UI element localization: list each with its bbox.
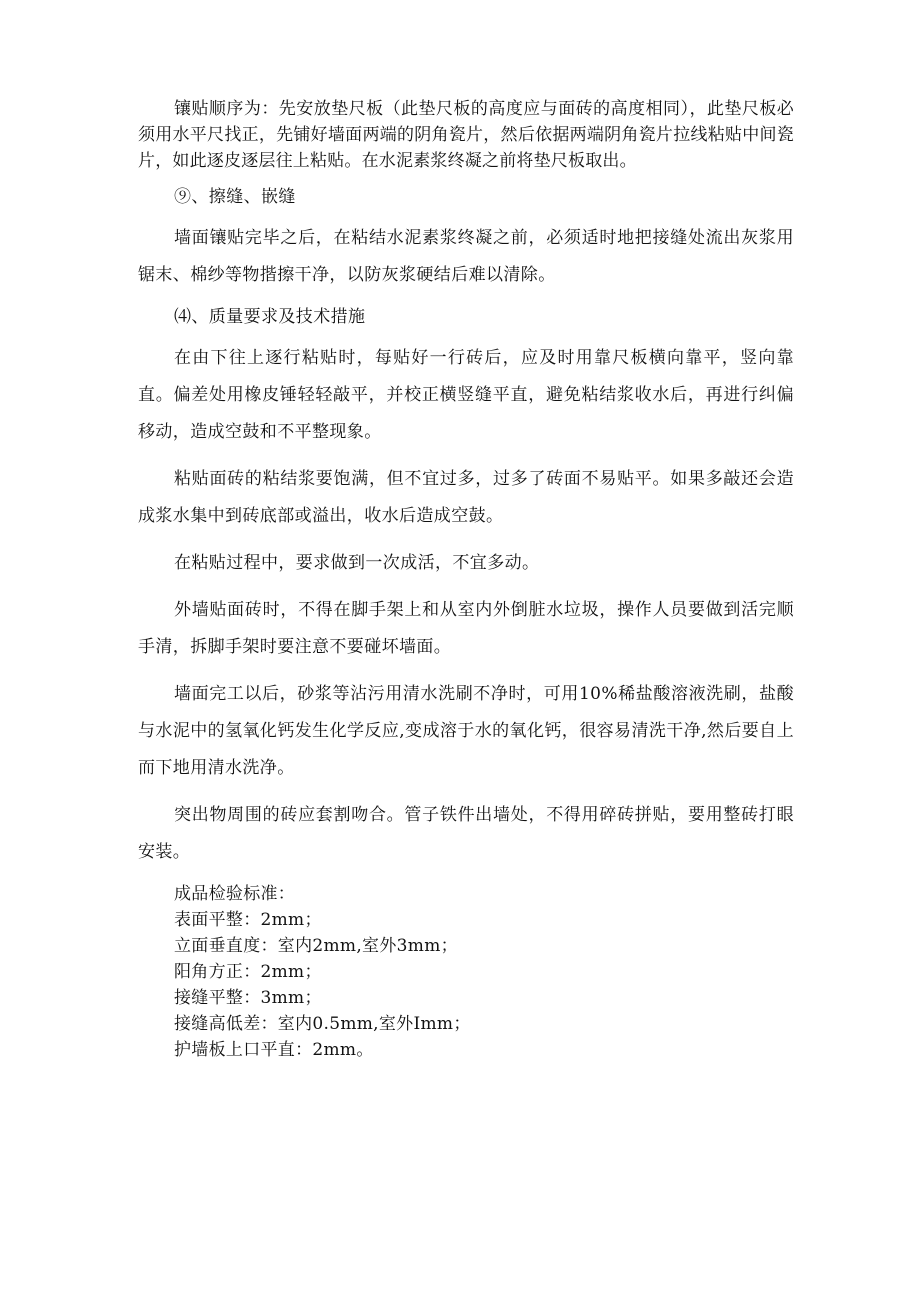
section-heading-quality-requirements: ⑷、质量要求及技术措施: [174, 307, 366, 327]
standard-joint-flatness: 接缝平整：3mm；: [174, 988, 322, 1008]
paragraph-bonding-slurry: 粘贴面砖的粘结浆要饱满，但不宜过多，过多了砖面不易贴平。如果多敲还会造成浆水集中到砖底部或溢出，收水后造成空鼓。: [138, 469, 794, 526]
paragraph-acid-wash: 墙面完工以后，砂浆等沾污用清水洗刷不净时，可用10%稀盐酸溶液洗刷，盐酸与水泥中的氢氧化钙发生化学反应,变成溶于水的氧化钙，很容易清洗干净,然后要自上而下地用清水洗净。: [138, 684, 794, 778]
standard-external-corner-square: 阳角方正：2mm；: [174, 962, 322, 982]
paragraph-cutting-around-protrusions: 突出物周围的砖应套割吻合。管子铁件出墙处，不得用碎砖拼贴，要用整砖打眼安装。: [138, 805, 794, 862]
section-heading-joint-caulking: ⑨、擦缝、嵌缝: [174, 187, 296, 207]
standard-vertical-plumb: 立面垂直度：室内2mm,室外3mm；: [174, 936, 458, 956]
document-body: [138, 96, 794, 1063]
standards-title: 成品检验标准：: [174, 884, 296, 904]
standard-surface-flatness: 表面平整：2mm；: [174, 910, 322, 930]
paragraph-exterior-wall: 外墙贴面砖时，不得在脚手架上和从室内外倒脏水垃圾，操作人员要做到活完顺手清，拆脚手架时要注意不要碰坏墙面。: [138, 600, 794, 657]
paragraph-joint-cleaning: 墙面镶贴完毕之后，在粘结水泥素浆终凝之前，必须适时地把接缝处流出灰浆用锯末、棉纱等物揩擦干净，以防灰浆硬结后难以清除。: [138, 228, 794, 285]
paragraph-row-alignment: 在由下往上逐行粘贴时，每贴好一行砖后，应及时用靠尺板横向靠平，竖向靠直。偏差处用橡皮锤轻轻敲平，并校正横竖缝平直，避免粘结浆收水后，再进行纠偏移动，造成空鼓和不平整现象。: [138, 348, 794, 442]
paragraph-tiling-sequence: 镶贴顺序为：先安放垫尺板（此垫尺板的高度应与面砖的高度相同），此垫尺板必须用水平尺找正，先铺好墙面两端的阴角瓷片，然后依据两端阴角瓷片拉线粘贴中间瓷片，如此逐皮逐层往上粘贴。在水泥素浆终凝之前将垫尺板取出。: [138, 99, 794, 171]
standard-panel-top-straightness: 护墙板上口平直：2mm。: [174, 1040, 374, 1060]
paragraph-one-pass: 在粘贴过程中，要求做到一次成活，不宜多动。: [174, 553, 540, 573]
standard-joint-height-difference: 接缝高低差：室内0.5mm,室外Imm；: [174, 1014, 471, 1034]
